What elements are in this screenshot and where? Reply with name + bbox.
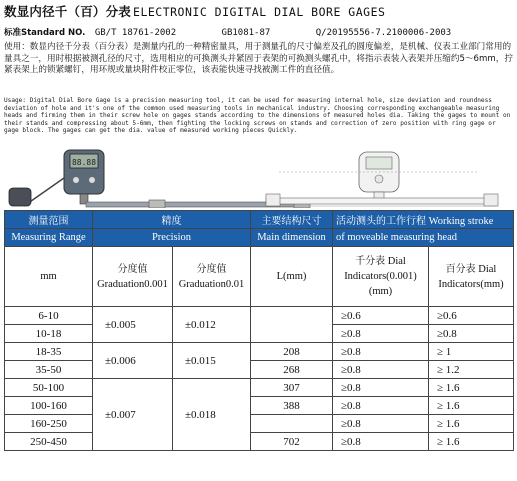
cell-stroke2: ≥0.6 bbox=[429, 307, 514, 325]
cell-stroke1: ≥0.6 bbox=[333, 307, 429, 325]
standard-line bbox=[4, 26, 513, 38]
header-stroke-en: of moveable measuring head bbox=[333, 229, 514, 247]
table-header-row-1 bbox=[5, 211, 514, 229]
cell-range: 100-160 bbox=[5, 397, 93, 415]
cell-grad1: ±0.007 bbox=[93, 379, 173, 451]
cell-stroke2: ≥ 1.2 bbox=[429, 361, 514, 379]
spec-table bbox=[4, 210, 514, 451]
cell-stroke2: ≥ 1.6 bbox=[429, 415, 514, 433]
subheader-ind2: 百分表 Dial Indicators(mm) bbox=[429, 247, 514, 307]
table-row bbox=[5, 415, 514, 433]
cell-range: 35-50 bbox=[5, 361, 93, 379]
cell-l bbox=[251, 307, 333, 343]
cell-stroke1: ≥0.8 bbox=[333, 415, 429, 433]
cell-grad1: ±0.005 bbox=[93, 307, 173, 343]
cell-stroke2: ≥0.8 bbox=[429, 325, 514, 343]
header-main-dim-en: Main dimension bbox=[251, 229, 333, 247]
cell-stroke1: ≥0.8 bbox=[333, 325, 429, 343]
header-precision-en: Precision bbox=[93, 229, 251, 247]
standard-label: 标准Standard NO. bbox=[4, 28, 86, 38]
header-main-dim-cn: 主要结构尺寸 bbox=[251, 211, 333, 229]
cell-grad2: ±0.015 bbox=[173, 343, 251, 379]
cell-stroke1: ≥0.8 bbox=[333, 433, 429, 451]
header-range-cn: 测量范围 bbox=[5, 211, 93, 229]
intro-cn: 使用：数显内径千分表（百分表）是测量内孔的一种精密量具，用于测量孔的尺寸偏差及孔的圆度偏差，是机械、仪表工业部门常用的量具之一，用时根据被测孔径的尺寸，选用相应的可换测头并紧固于表架的可换测头螺孔中，将指示表装入表架并压缩约5～6mm，拧紧表架上的锁紧螺钉，用环规或量块附件校正零位，该表能快速寻找被测工件的直径值。 bbox=[4, 42, 513, 75]
product-images bbox=[4, 148, 513, 208]
intro-en: Usage: Digital Dial Bore Gage is a precision measuring tool, it can be used for measuring internal hole, size deviation and roundness deviation of hole and it's one of the common used measuring tools in mechanical industry. Choosing corresponding exchangeable measuring heads and firming them in their screw hole on gages stands according to the dimensions of measured holes dia. Taking the gages to mount on their stands and compressing about 5-6mm, then fighting the locking screws on stands and correction of zero position with ring gage or gage block. The gages can get the dia. value of measured working pieces Quickly. bbox=[4, 97, 511, 135]
cell-range: 10-18 bbox=[5, 325, 93, 343]
header-stroke: 活动测头的工作行程 Working stroke bbox=[333, 211, 514, 229]
bore-gage-dimension-drawing bbox=[266, 152, 498, 206]
table-row bbox=[5, 433, 514, 451]
subheader-mm: mm bbox=[5, 247, 93, 307]
cell-stroke2: ≥ 1.6 bbox=[429, 433, 514, 451]
cell-stroke1: ≥0.8 bbox=[333, 397, 429, 415]
table-row bbox=[5, 307, 514, 325]
cell-l: 307 bbox=[251, 379, 333, 397]
cell-grad1: ±0.006 bbox=[93, 343, 173, 379]
title-en: ELECTRONIC DIGITAL DIAL BORE GAGES bbox=[133, 5, 386, 19]
cell-l bbox=[251, 415, 333, 433]
table-subheader-row bbox=[5, 247, 514, 307]
cell-stroke1: ≥0.8 bbox=[333, 343, 429, 361]
cell-range: 250-450 bbox=[5, 433, 93, 451]
standard-no-1: GB/T 18761-2002 bbox=[94, 28, 177, 38]
cell-l: 702 bbox=[251, 433, 333, 451]
table-header-row-2 bbox=[5, 229, 514, 247]
subheader-grad2: 分度值 Graduation0.01 bbox=[173, 247, 251, 307]
subheader-grad1: 分度值 Graduation0.001 bbox=[93, 247, 173, 307]
page-title bbox=[4, 2, 517, 22]
title-cn: 数显内径千（百）分表 bbox=[4, 4, 132, 19]
cell-l: 388 bbox=[251, 397, 333, 415]
cell-range: 18-35 bbox=[5, 343, 93, 361]
cell-stroke1: ≥0.8 bbox=[333, 361, 429, 379]
table-row bbox=[5, 361, 514, 379]
cell-range: 160-250 bbox=[5, 415, 93, 433]
subheader-ind1: 千分表 Dial Indicators(0.001)(mm) bbox=[333, 247, 429, 307]
table-row bbox=[5, 379, 514, 397]
cell-stroke1: ≥0.8 bbox=[333, 379, 429, 397]
header-range-en: Measuring Range bbox=[5, 229, 93, 247]
cell-l: 208 bbox=[251, 343, 333, 361]
table-row bbox=[5, 397, 514, 415]
cell-stroke2: ≥ 1 bbox=[429, 343, 514, 361]
digital-bore-gage-photo bbox=[4, 148, 513, 208]
table-row bbox=[5, 343, 514, 361]
cell-grad2: ±0.012 bbox=[173, 307, 251, 343]
cell-stroke2: ≥ 1.6 bbox=[429, 379, 514, 397]
cell-l: 268 bbox=[251, 361, 333, 379]
svg-text:88.88: 88.88 bbox=[71, 158, 97, 167]
header-precision-cn: 精度 bbox=[93, 211, 251, 229]
cell-stroke2: ≥ 1.6 bbox=[429, 397, 514, 415]
subheader-l: L(mm) bbox=[251, 247, 333, 307]
cell-range: 6-10 bbox=[5, 307, 93, 325]
cell-grad2: ±0.018 bbox=[173, 379, 251, 451]
standard-no-3: Q/20195556-7.2100006-2003 bbox=[315, 28, 452, 38]
standard-no-2: GB1081-87 bbox=[221, 28, 271, 38]
cell-range: 50-100 bbox=[5, 379, 93, 397]
